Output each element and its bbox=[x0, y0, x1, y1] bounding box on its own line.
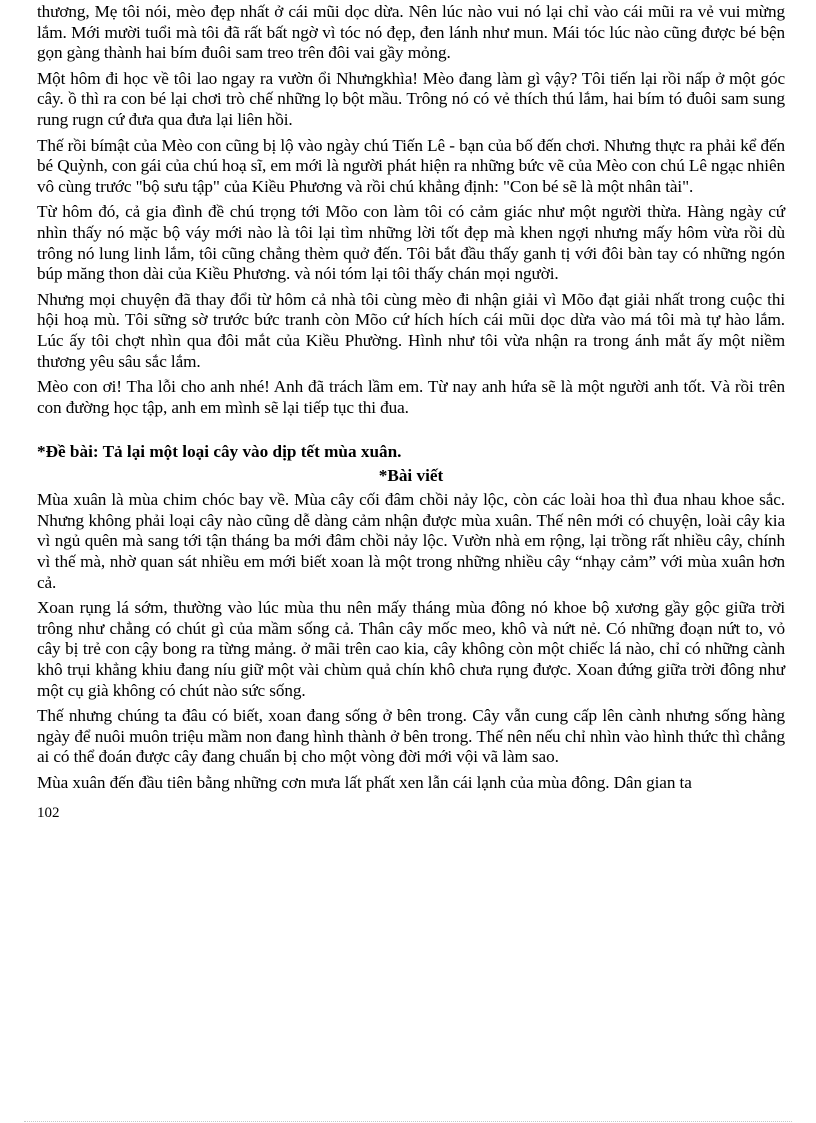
page-number: 102 bbox=[37, 804, 60, 821]
paragraph: Mèo con ơi! Tha lỗi cho anh nhé! Anh đã trách lầm em. Từ nay anh hứa sẽ là một người anh tốt. Và rồi trên con đường học tập, anh em mình sẽ lại tiếp tục thi đua. bbox=[37, 377, 785, 417]
paragraph: thương, Mẹ tôi nói, mèo đẹp nhất ở cái mũi dọc dừa. Nên lúc nào vui nó lại chỉ vào cái mũi ra vẻ vui mừng lắm. Mới mười tuổi mà tôi đã rất bất ngờ vì tóc nó đẹp, đen lánh như mun. Mái tóc lúc nào cũng được bé bện gọn gàng thành hai bím đuôi sam treo trên đôi vai gầy mỏng. bbox=[37, 2, 785, 63]
section-spacer bbox=[37, 423, 785, 441]
document-page bbox=[37, 2, 785, 822]
paragraph: Một hôm đi học về tôi lao ngay ra vườn ổi Nhưngkhìa! Mèo đang làm gì vậy? Tôi tiến lại rồi nấp ở một góc cây. ồ thì ra con bé lại chơi trò chế những lọ bột mầu. Trông nó có vẻ thích thú lắm, hai bím tó đuôi sam sung rung rugn cứ đưa qua đưa lại liên hồi. bbox=[37, 68, 785, 129]
essay-subheading: *Bài viết bbox=[378, 466, 444, 486]
paragraph: Từ hôm đó, cả gia đình đề chú trọng tới Mõo con làm tôi có cảm giác như một người thừa. Hàng ngày cứ nhìn thấy nó mặc bộ váy mới nào là tôi lại tìm những lời tốt đẹp mà khen ngợi nhưng mấy hôm vừa rồi dù trông nó lung linh lắm, tôi cũng chẳng thèm quở đến. Tôi bắt đầu thấy ganh tị với đôi bàn tay có những ngón búp măng thon dài của Kiều Phương. và nói tóm lại tôi thấy chán mọi người. bbox=[37, 202, 785, 284]
paragraph: Mùa xuân là mùa chim chóc bay về. Mùa cây cối đâm chồi nảy lộc, còn các loài hoa thì đua nhau khoe sắc. Nhưng không phải loại cây nào cũng dễ dàng cảm nhận được mùa xuân. Thế nên mới có chuyện, loài cây kia vì ngủ quên mà sang tới tận tháng ba mới đâm chồi nảy lộc. Vườn nhà em rộng, lại trồng rất nhiều cây, chính vì thế mà, nhờ quan sát nhiều em mới biết xoan là một trong những nhiều cây “nhạy cảm” với mùa xuân hơn cả. bbox=[37, 490, 785, 592]
assignment-heading: *Đề bài: Tả lại một loại cây vào dịp tết mùa xuân. bbox=[37, 442, 402, 462]
paragraph: Nhưng mọi chuyện đã thay đổi từ hôm cả nhà tôi cùng mèo đi nhận giải vì Mõo đạt giải nhất trong cuộc thi hội hoạ mù. Tôi sững sờ trước bức tranh còn Mõo cứ hích hích cái mũi dọc dừa vào má tôi mà tự hào lắm. Lúc ấy tôi chợt nhìn qua đôi mắt của Kiều Phường. Hình như tôi vừa nhận ra trong ánh mắt ấy một niềm thương yêu sâu sắc lắm. bbox=[37, 289, 785, 371]
paragraph: Thế nhưng chúng ta đâu có biết, xoan đang sống ở bên trong. Cây vẫn cung cấp lên cành nhưng sống hàng ngày để nuôi muôn triệu mầm non đang hình thành ở bên trong. Thế nên nếu chỉ nhìn vào hình thức thì chẳng ai có thể đoán được cây đang chuẩn bị cho một vòng đời mới vội vã làm sao. bbox=[37, 706, 785, 767]
paragraph: Xoan rụng lá sớm, thường vào lúc mùa thu nên mấy tháng mùa đông nó khoe bộ xương gầy gộc giữa trời trông như chẳng có chút gì của mầm sống cả. Thân cây mốc meo, khô và nứt nẻ. Có những đoạn nứt to, vỏ cây bị trẻ con cậy bong ra từng mảng. ở mãi trên cao kia, cây không còn một chiếc lá nào, chỉ có những cành khô trụi khẳng khiu đang níu giữ một vài chùm quả chín khô chưa rụng được. Xoan đứng giữa trời đông như một cụ già không có chút nào sức sống. bbox=[37, 598, 785, 700]
paragraph: Mùa xuân đến đầu tiên bằng những cơn mưa lất phất xen lẫn cái lạnh của mùa đông. Dân gian ta bbox=[37, 773, 692, 792]
paragraph: Thế rồi bímật của Mèo con cũng bị lộ vào ngày chú Tiến Lê - bạn của bố đến chơi. Nhưng thực ra phải kể đến bé Quỳnh, con gái của chú hoạ sĩ, em mới là người phát hiện ra những bức vẽ của Mèo con chú Lê ngạc nhiên vô cùng trước "bộ sưu tập" của Kiều Phương và rồi chú khẳng định: "Con bé sẽ là một nhân tài". bbox=[37, 135, 785, 196]
page-bottom-divider bbox=[24, 1121, 792, 1122]
